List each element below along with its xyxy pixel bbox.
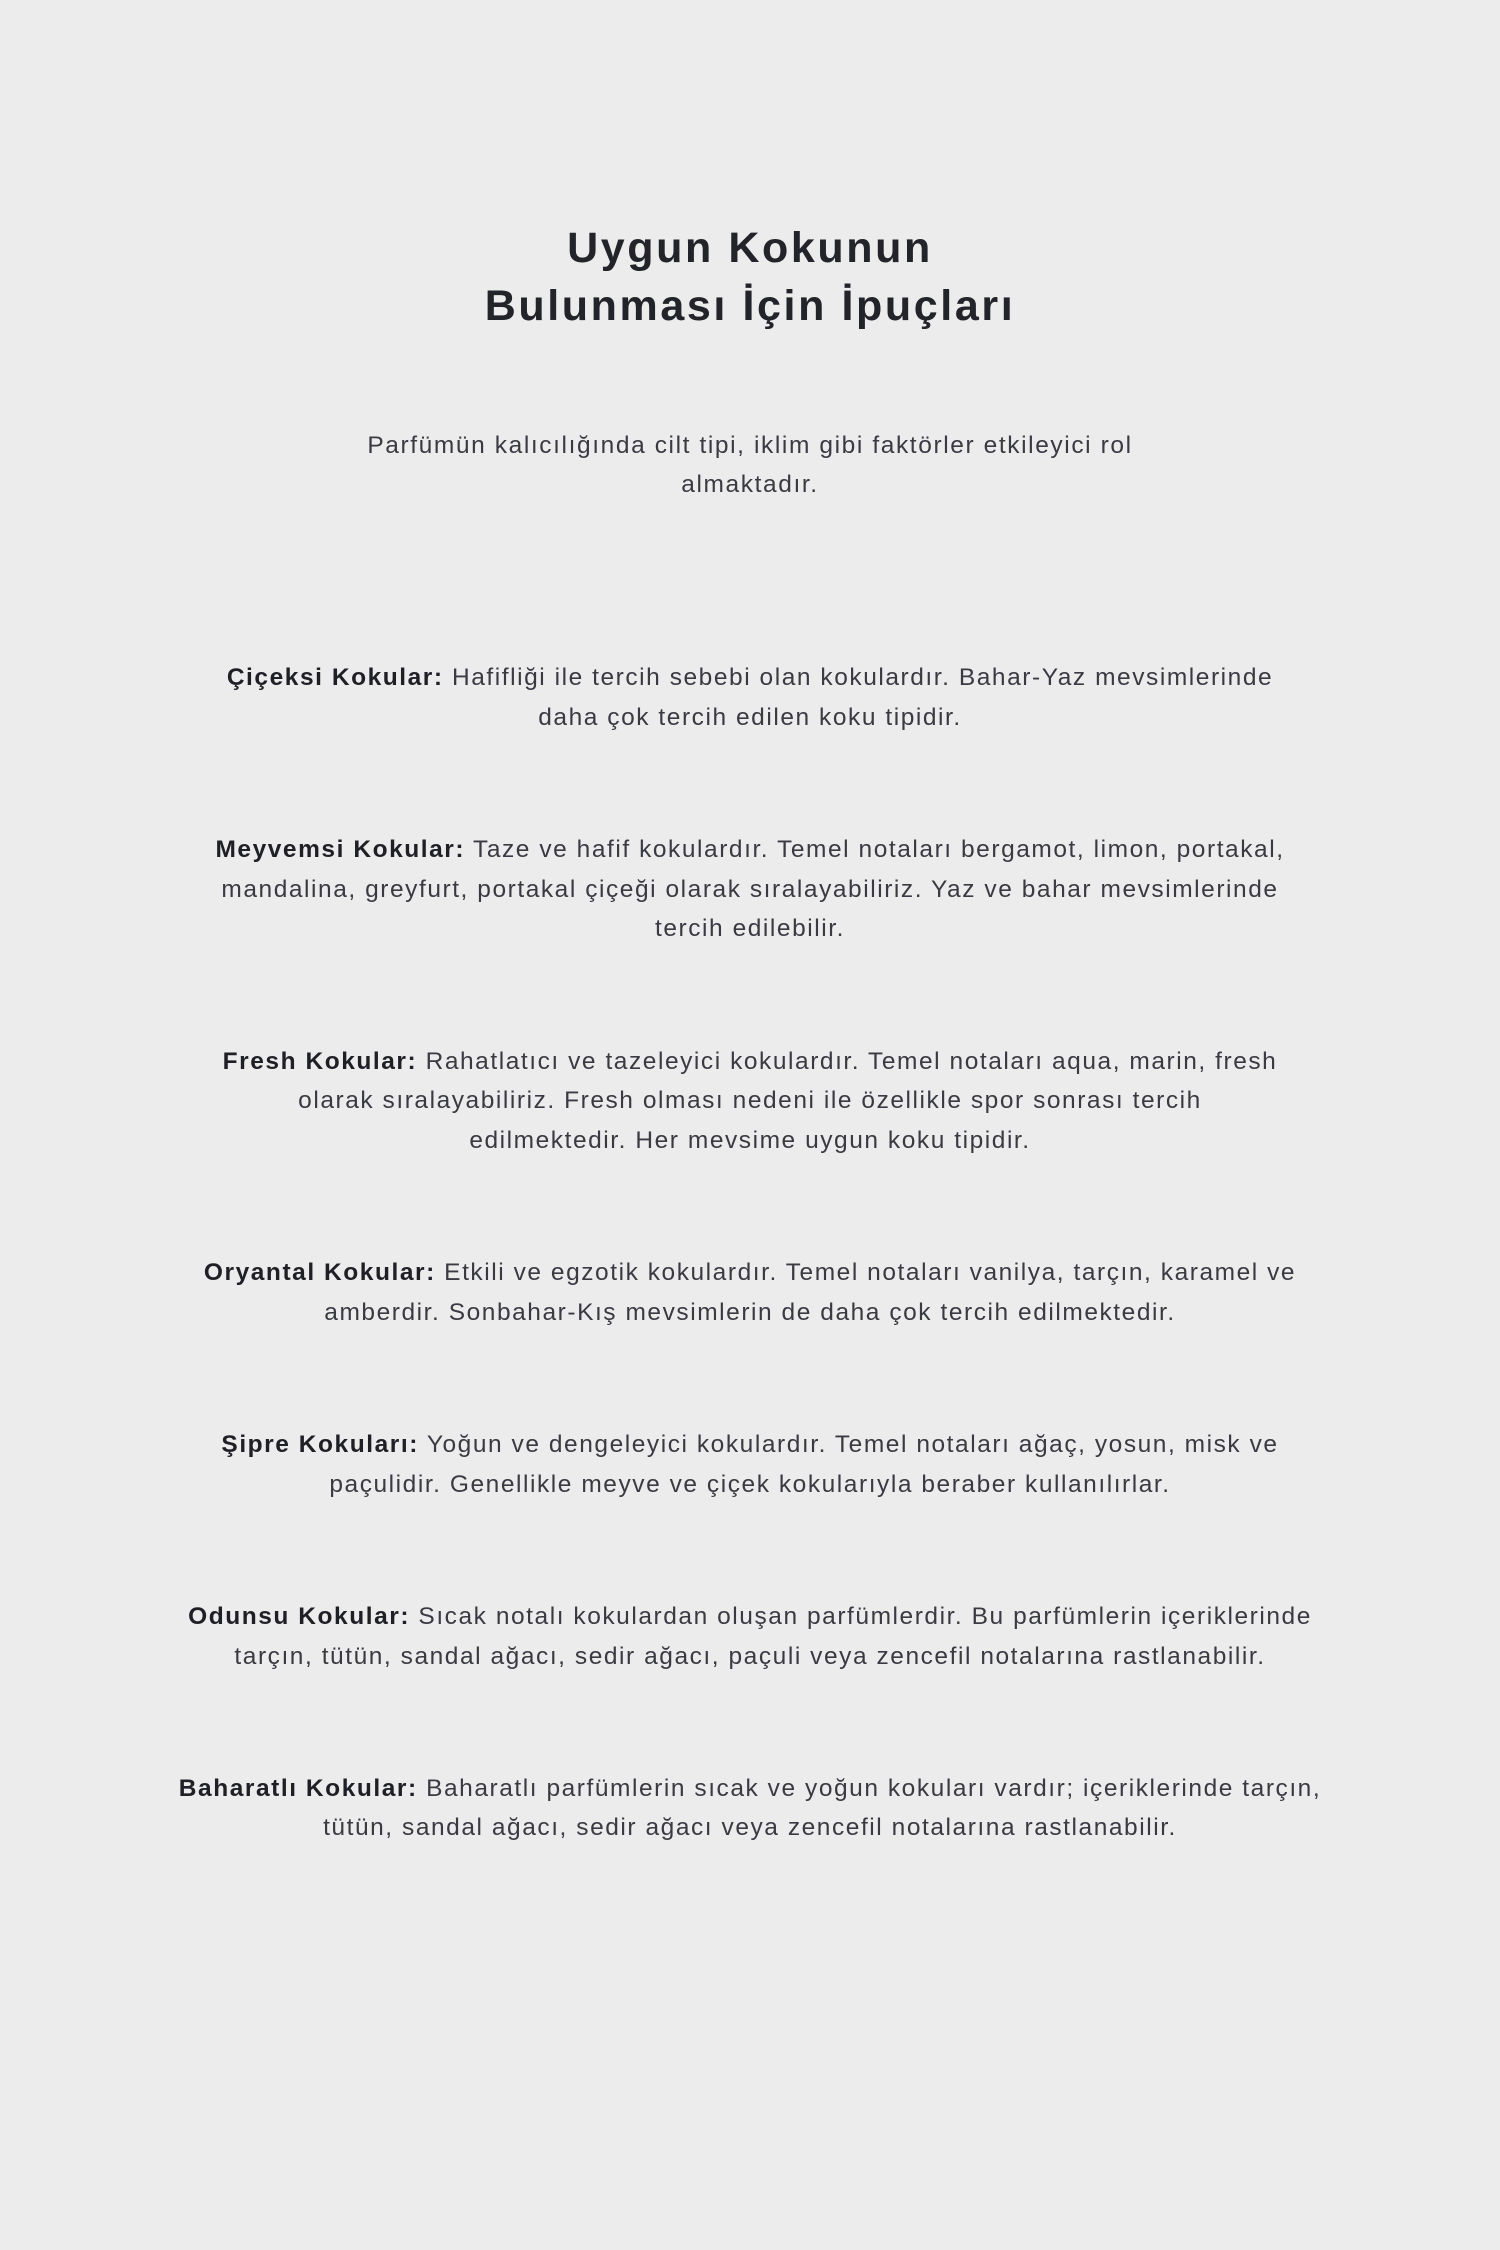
section-body-text: Etkili ve egzotik kokulardır. Temel notaları vanilya, tarçın, karamel ve amberdir. Sonbahar-Kış mevsimlerin de daha çok tercih edilmektedir. (324, 1259, 1297, 1326)
section-lead-label: Odunsu Kokular: (188, 1602, 411, 1630)
section-body-text: Rahatlatıcı ve tazeleyici kokulardır. Temel notaları aqua, marin, fresh olarak sıralayabiliriz. Fresh olması nedeni ile özellikle spor sonrası tercih edilmektedir. Her mevsime uygun koku tipidir. (298, 1047, 1278, 1154)
section-body-text: Baharatlı parfümlerin sıcak ve yoğun kokuları vardır; içeriklerinde tarçın, tütün, sandal ağacı, sedir ağacı veya zencefil notalarına rastlanabilir. (323, 1774, 1322, 1842)
section-lead-label: Meyvemsi Kokular: (215, 835, 466, 863)
page-title (485, 219, 1016, 335)
section-lead-label: Oryantal Kokular: (203, 1259, 436, 1287)
section-fresh-kokular (223, 1042, 1278, 1161)
page-subtitle: Parfümün kalıcılığında cilt tipi, iklim gibi faktörler etkileyici rol almaktadır. (367, 431, 1133, 499)
sections-list (160, 634, 1340, 1849)
section-body-text: Hafifliği ile tercih sebebi olan kokulardır. Bahar-Yaz mevsimlerinde daha çok tercih edilen koku tipidir. (443, 664, 1274, 731)
section-odunsu-kokular (170, 1597, 1330, 1676)
section-body-text: Taze ve hafif kokulardır. Temel notaları bergamot, limon, portakal, mandalina, greyfurt, portakal çiçeği olarak sıralayabiliriz. Yaz ve bahar mevsimlerinde tercih edilebilir. (221, 835, 1285, 943)
section-sipre-kokulari (213, 1425, 1288, 1504)
section-lead-label: Baharatlı Kokular: (178, 1774, 418, 1802)
section-oryantal-kokular (185, 1253, 1315, 1332)
section-body-text: Yoğun ve dengeleyici kokulardır. Temel notaları ağaç, yosun, misk ve paçulidir. Genellikle meyve ve çiçek kokularıyla beraber kullanılırlar. (329, 1430, 1279, 1498)
page-title-line-1: Uygun Kokunun (567, 223, 933, 272)
section-baharatli-kokular (163, 1769, 1338, 1848)
section-lead-label: Fresh Kokular: (222, 1047, 418, 1075)
section-cicesi-kokular (213, 658, 1288, 737)
page-title-line-2: Bulunması İçin İpuçları (484, 281, 1016, 330)
section-lead-label: Şipre Kokuları: (221, 1430, 419, 1458)
section-body-text: Sıcak notalı kokulardan oluşan parfümlerdir. Bu parfümlerin içeriklerinde tarçın, tütün, sandal ağacı, sedir ağacı, paçuli veya zencefil notalarına rastlanabilir. (234, 1602, 1312, 1670)
section-lead-label: Çiçeksi Kokular: (226, 664, 444, 692)
section-meyvemsi-kokular (185, 830, 1315, 949)
